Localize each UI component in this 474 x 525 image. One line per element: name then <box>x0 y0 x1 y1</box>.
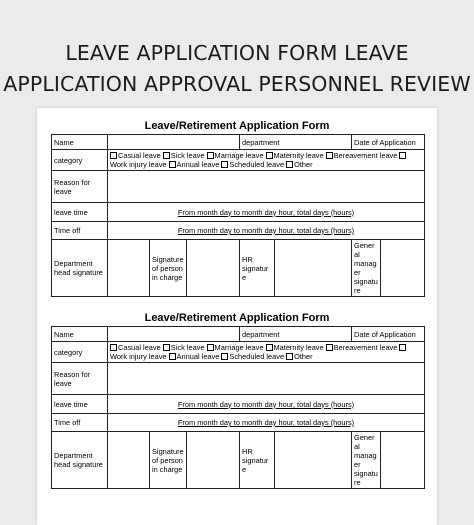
maternity-leave-option[interactable]: Maternity leave <box>266 151 324 160</box>
signature-row <box>52 240 425 297</box>
person-in-charge-signature-field[interactable] <box>187 240 240 297</box>
time-off-field[interactable]: From month day to month day hour, total days (hours) <box>108 414 425 432</box>
checkbox[interactable] <box>221 353 228 360</box>
time-off-field[interactable]: From month day to month day hour, total days (hours) <box>108 222 425 240</box>
category-row <box>52 342 425 363</box>
page-title: LEAVE APPLICATION FORM LEAVE APPLICATION APPROVAL PERSONNEL REVIEW <box>3 41 471 96</box>
checkbox[interactable] <box>286 353 293 360</box>
annual-leave-option[interactable]: Annual leave <box>169 160 220 169</box>
checkbox[interactable] <box>266 152 273 159</box>
bereavement-leave-option[interactable]: Bereavement leave <box>326 151 398 160</box>
annual-leave-option[interactable]: Annual leave <box>169 352 220 361</box>
scheduled-leave-option[interactable]: Scheduled leave <box>221 160 284 169</box>
person-in-charge-signature-field[interactable] <box>187 432 240 489</box>
bereavement-leave-option[interactable]: Bereavement leave <box>326 343 398 352</box>
date-of-application-cell <box>352 327 425 342</box>
sick-leave-option[interactable]: Sick leave <box>163 343 205 352</box>
general-manager-signature-label: General manager signature <box>352 240 381 297</box>
time-off-label: Time off <box>52 222 108 240</box>
checkbox[interactable] <box>163 344 170 351</box>
signature-person-in-charge-label: Signature of person in charge <box>150 240 187 297</box>
leave-time-field[interactable]: From month day to month day hour, total days (hours) <box>108 203 425 222</box>
department-head-signature-label: Department head signature <box>52 240 108 297</box>
general-manager-signature-field[interactable] <box>381 432 425 489</box>
department-head-signature-field[interactable] <box>108 432 150 489</box>
name-label: Name <box>52 327 108 342</box>
reason-for-leave-label: Reason for leave <box>52 171 108 203</box>
leave-time-field[interactable]: From month day to month day hour, total days (hours) <box>108 395 425 414</box>
hr-signature-label: HR signature <box>240 240 275 297</box>
department-label: department <box>242 137 280 147</box>
reason-for-leave-label: Reason for leave <box>52 363 108 395</box>
checkbox[interactable] <box>326 344 333 351</box>
scheduled-leave-option[interactable]: Scheduled leave <box>221 352 284 361</box>
form-title: Leave/Retirement Application Form <box>144 120 330 132</box>
signature-person-in-charge-label: Signature of person in charge <box>150 432 187 489</box>
leave-form-table <box>51 326 425 489</box>
category-row <box>52 150 425 171</box>
date-of-application-label: Date of Application <box>354 329 416 339</box>
hr-signature-field[interactable] <box>275 240 352 297</box>
checkbox[interactable] <box>110 344 117 351</box>
maternity-leave-option[interactable]: Maternity leave <box>266 343 324 352</box>
hr-signature-field[interactable] <box>275 432 352 489</box>
checkbox[interactable] <box>207 344 214 351</box>
name-row <box>52 327 425 342</box>
signature-row <box>52 432 425 489</box>
leave-time-row <box>52 395 425 414</box>
checkbox[interactable] <box>221 161 228 168</box>
reason-for-leave-field[interactable] <box>108 171 425 203</box>
leave-form-table <box>51 134 425 297</box>
sick-leave-option[interactable]: Sick leave <box>163 151 205 160</box>
checkbox[interactable] <box>286 161 293 168</box>
checkbox[interactable] <box>399 344 406 351</box>
reason-row <box>52 171 425 203</box>
name-field[interactable] <box>108 327 240 342</box>
form-sheet <box>37 108 437 525</box>
department-head-signature-label: Department head signature <box>52 432 108 489</box>
name-row <box>52 135 425 150</box>
time-off-row <box>52 414 425 432</box>
casual-leave-option[interactable]: Casual leave <box>110 151 161 160</box>
category-label: category <box>52 150 108 171</box>
other-option[interactable]: Other <box>286 352 312 361</box>
name-field[interactable] <box>108 135 240 150</box>
work-injury-leave-option[interactable]: Work injury leave <box>110 160 167 169</box>
category-options <box>108 342 425 363</box>
checkbox[interactable] <box>169 353 176 360</box>
leave-time-row <box>52 203 425 222</box>
checkbox[interactable] <box>110 152 117 159</box>
checkbox[interactable] <box>169 161 176 168</box>
marriage-leave-option[interactable]: Marriage leave <box>207 151 264 160</box>
form-title: Leave/Retirement Application Form <box>144 312 330 324</box>
checkbox[interactable] <box>266 344 273 351</box>
reason-for-leave-field[interactable] <box>108 363 425 395</box>
general-manager-signature-label: General manager signature <box>352 432 381 489</box>
checkbox[interactable] <box>326 152 333 159</box>
marriage-leave-option[interactable]: Marriage leave <box>207 343 264 352</box>
checkbox[interactable] <box>207 152 214 159</box>
general-manager-signature-field[interactable] <box>381 240 425 297</box>
checkbox[interactable] <box>163 152 170 159</box>
category-options <box>108 150 425 171</box>
casual-leave-option[interactable]: Casual leave <box>110 343 161 352</box>
reason-row <box>52 363 425 395</box>
department-head-signature-field[interactable] <box>108 240 150 297</box>
department-cell <box>240 135 352 150</box>
work-injury-leave-option[interactable]: Work injury leave <box>110 352 167 361</box>
checkbox[interactable] <box>399 152 406 159</box>
category-label: category <box>52 342 108 363</box>
leave-time-label: leave time <box>52 395 108 414</box>
leave-time-label: leave time <box>52 203 108 222</box>
time-off-label: Time off <box>52 414 108 432</box>
department-label: department <box>242 329 280 339</box>
department-cell <box>240 327 352 342</box>
other-option[interactable]: Other <box>286 160 312 169</box>
time-off-row <box>52 222 425 240</box>
name-label: Name <box>52 135 108 150</box>
date-of-application-cell <box>352 135 425 150</box>
date-of-application-label: Date of Application <box>354 137 416 147</box>
hr-signature-label: HR signature <box>240 432 275 489</box>
